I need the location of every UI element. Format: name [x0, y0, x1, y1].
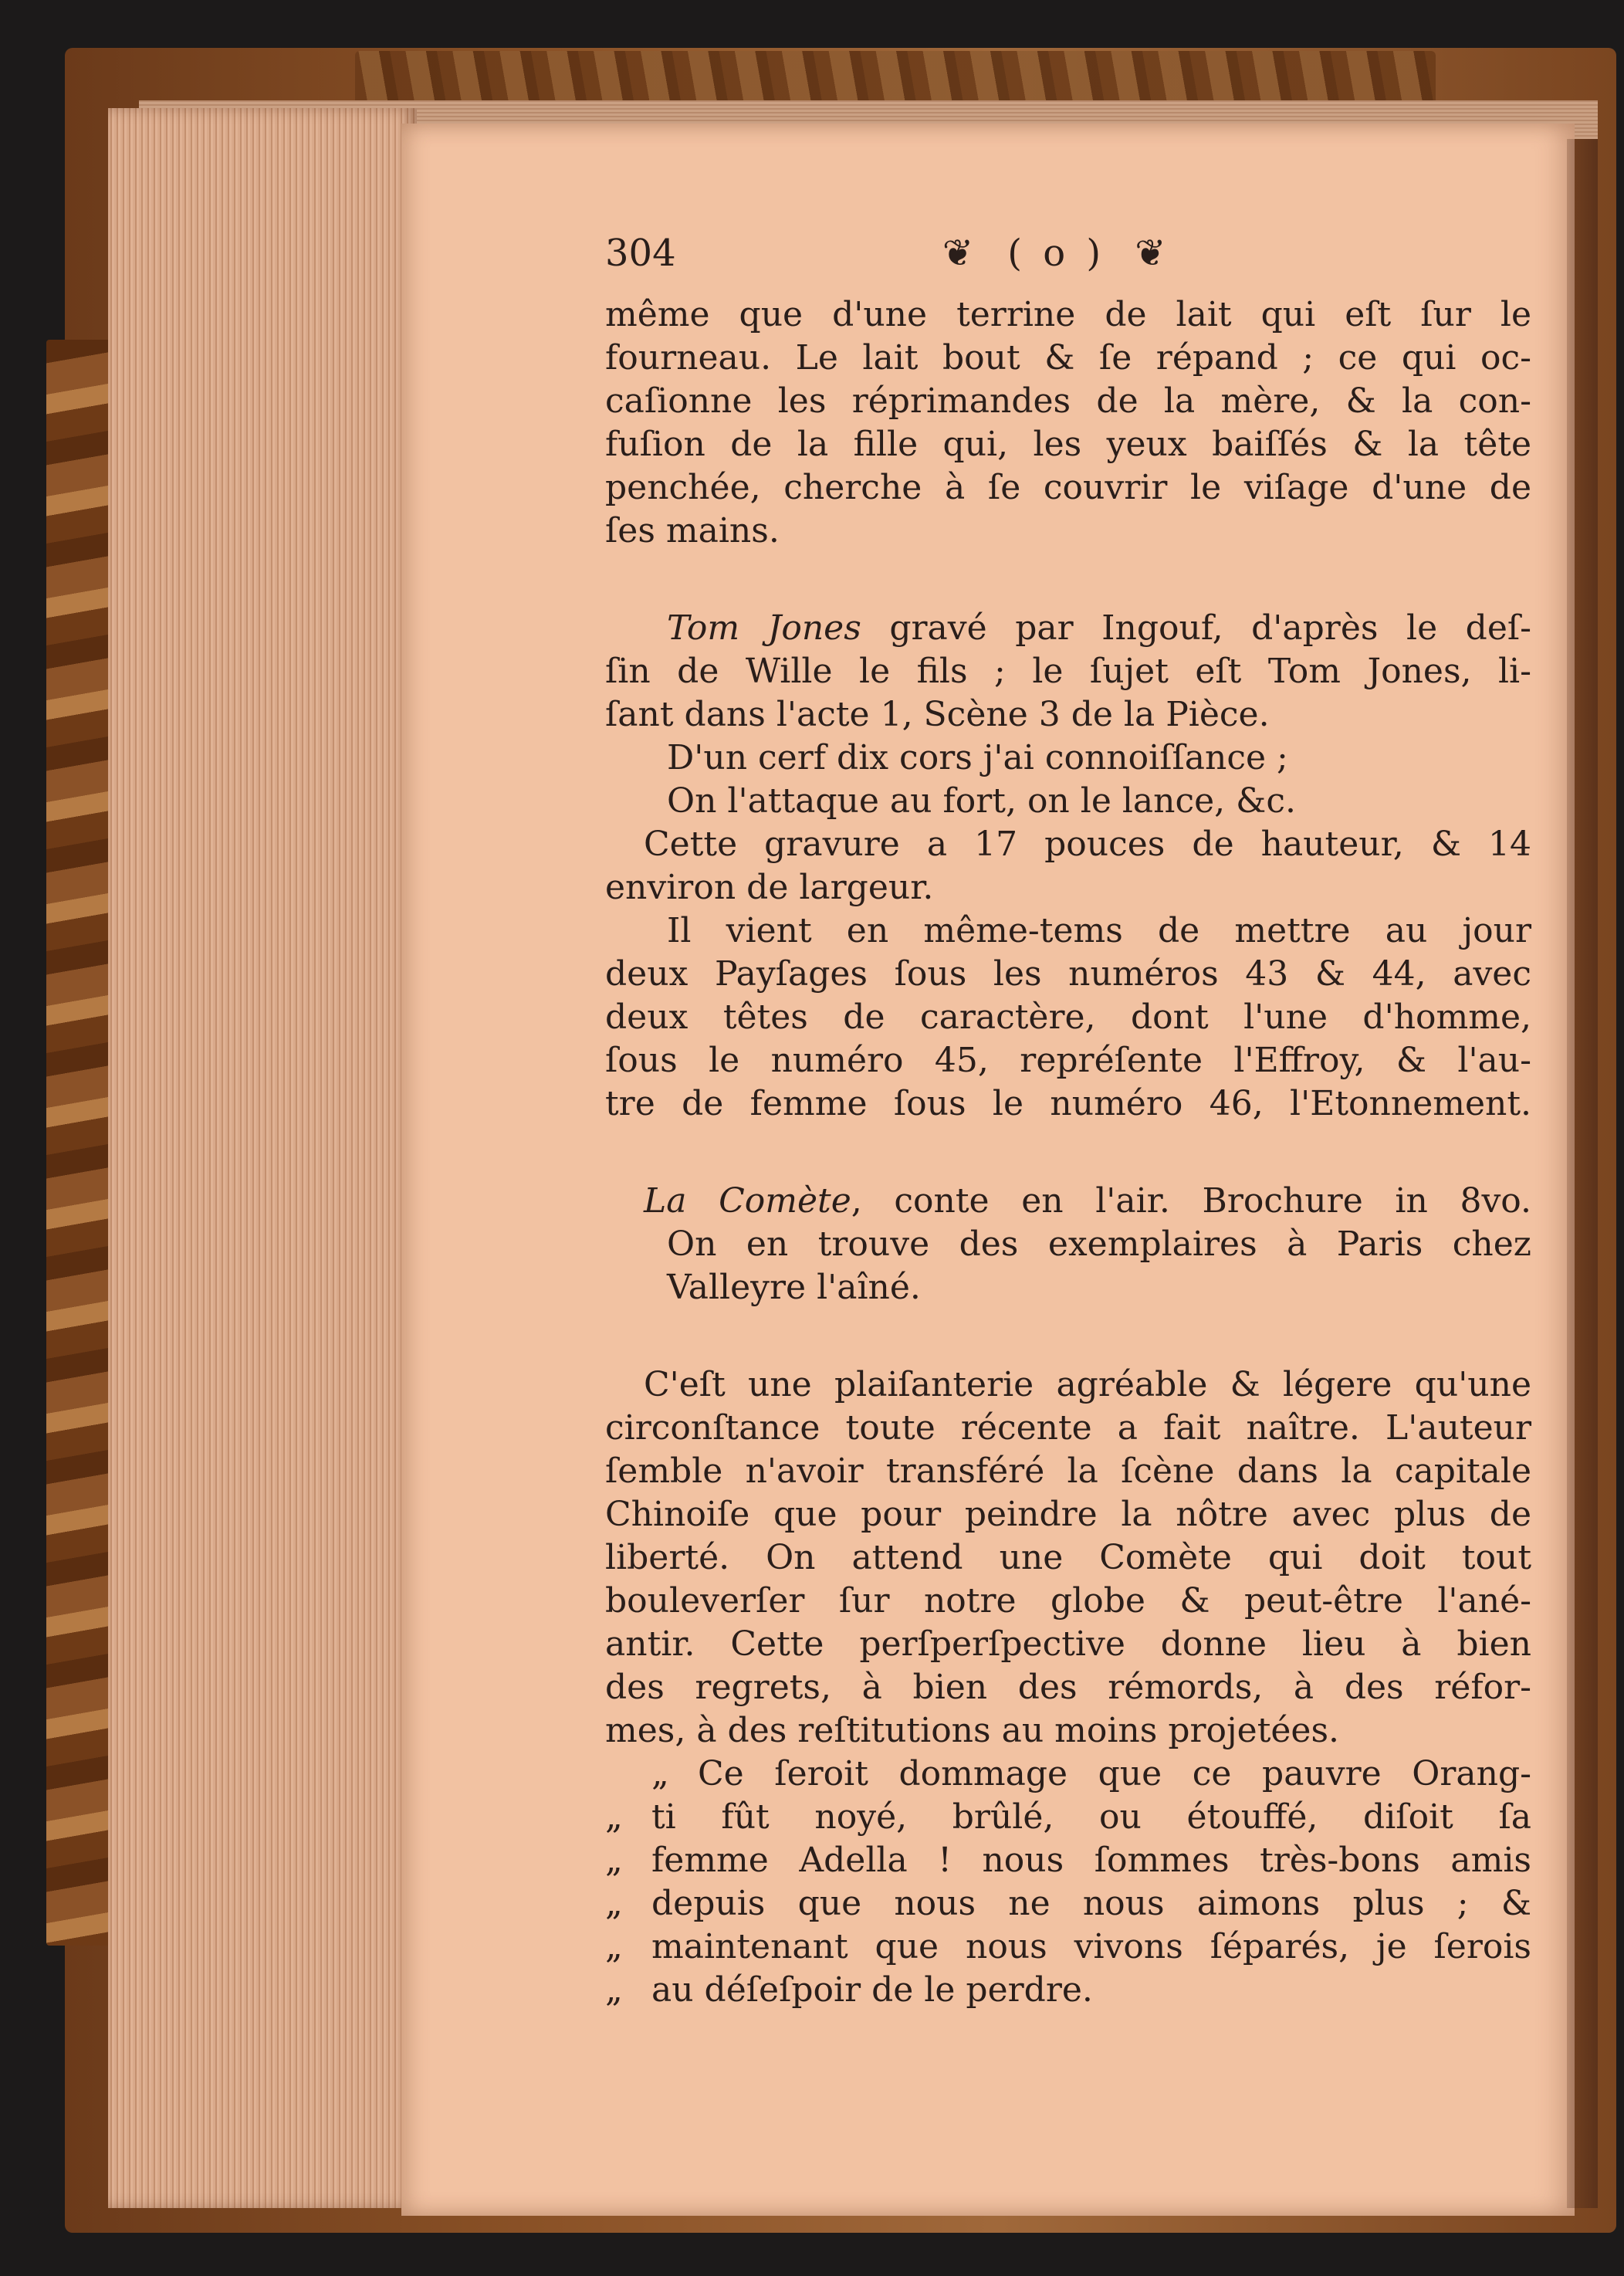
text-line: C'eſt une plaiſanterie agréable & légere qu'une: [644, 1365, 1531, 1404]
text-line: [605, 1180, 1531, 1223]
quote-line: [605, 1882, 1531, 1925]
text-line: bouleverſer ſur notre globe & peut-être l'ané-: [605, 1581, 1531, 1621]
quote-line: [605, 1753, 1531, 1796]
ornament-left-icon: ❦: [942, 232, 979, 275]
paragraph-4: [605, 1363, 1531, 1753]
text-line: fourneau. Le lait bout & ſe répand ; ce qui oc-: [605, 338, 1531, 378]
text-line: [605, 607, 1531, 650]
text-line: fuſion de la fille qui, les yeux baiſſés & la tête: [605, 425, 1531, 464]
text-span: Ce ſeroit dommage que ce pauvre Orang-: [698, 1754, 1531, 1793]
page-header: [605, 232, 1531, 293]
quote-line: [605, 1969, 1531, 2012]
text-line: Chinoiſe que pour peindre la nôtre avec plus de: [605, 1495, 1531, 1534]
text-line: des regrets, à bien des rémords, à des réfor-: [605, 1668, 1531, 1707]
text-line: circonſtance toute récente a fait naître. L'auteur: [605, 1408, 1531, 1448]
paragraph-3: [605, 1180, 1531, 1309]
page-text: [605, 232, 1531, 2012]
ornament-right-icon: ❦: [1135, 232, 1171, 275]
text-line: antir. Cette perſperſpective donne lieu à bien: [605, 1624, 1531, 1664]
text-span: , conte en l'air. Brochure in 8vo.: [851, 1181, 1532, 1221]
paragraph-2: [605, 607, 1531, 1126]
text-span: gravé par Ingouf, d'après le deſ-: [861, 608, 1532, 648]
quote-mark: „: [605, 1927, 623, 1966]
text-line: ſous le numéro 45, repréſente l'Effroy, & l'au-: [605, 1041, 1531, 1080]
quote-mark: „: [605, 1797, 623, 1837]
page-edges-left: [108, 108, 417, 2208]
text-line: deux têtes de caractère, dont l'une d'homme,: [605, 997, 1531, 1037]
text-line: ſemble n'avoir transféré la ſcène dans la capitale: [605, 1451, 1531, 1491]
text-line: ſant dans l'acte 1, Scène 3 de la Pièce.: [605, 695, 1270, 734]
text-line: liberté. On attend une Comète qui doit tout: [605, 1538, 1531, 1577]
text-span: au déſeſpoir de le perdre.: [651, 1970, 1093, 2010]
quote-mark: „: [605, 1884, 623, 1923]
verse-line: D'un cerf dix cors j'ai connoiſſance ;: [667, 738, 1288, 777]
work-title: La Comète: [644, 1181, 851, 1221]
ornament-center: ( o ): [1007, 232, 1106, 275]
text-line: mes, à des reſtitutions au moins projetées.: [605, 1711, 1340, 1750]
text-line: deux Payſages ſous les numéros 43 & 44, avec: [605, 954, 1531, 994]
quote-mark: „: [605, 1841, 623, 1880]
text-span: depuis que nous ne nous aimons plus ; &: [651, 1884, 1531, 1923]
text-line: ſes mains.: [605, 511, 780, 550]
text-line: penchée, cherche à ſe couvrir le viſage d'une de: [605, 468, 1531, 507]
quote-line: [605, 1796, 1531, 1839]
quote-mark: „: [605, 1970, 623, 2010]
work-title: Tom Jones: [667, 608, 861, 648]
quote-line: [605, 1925, 1531, 1969]
verse-line: On l'attaque au fort, on le lance, &c.: [667, 781, 1296, 821]
text-line: ſin de Wille le fils ; le ſujet eſt Tom Jones, li-: [605, 652, 1531, 691]
page-gutter-shadow: [1567, 139, 1598, 2208]
text-line: Valleyre l'aîné.: [667, 1268, 921, 1307]
text-line: même que d'une terrine de lait qui eſt ſur le: [605, 295, 1531, 334]
paragraph-1: [605, 293, 1531, 553]
quote-mark: „: [651, 1754, 669, 1793]
quote-line: [605, 1839, 1531, 1882]
header-ornament: [929, 232, 1183, 275]
text-span: ti fût noyé, brûlé, ou étouffé, diſoit ſa: [651, 1797, 1531, 1837]
quote-block: [605, 1753, 1531, 2012]
text-line: On en trouve des exemplaires à Paris chez: [667, 1224, 1531, 1264]
text-line: Il vient en même-tems de mettre au jour: [667, 911, 1531, 950]
text-line: environ de largeur.: [605, 868, 934, 907]
text-span: maintenant que nous vivons ſéparés, je ſerois: [651, 1927, 1531, 1966]
text-span: femme Adella ! nous ſommes très-bons amis: [651, 1841, 1531, 1880]
page-number: 304: [605, 232, 676, 275]
text-line: Cette gravure a 17 pouces de hauteur, & 14: [644, 825, 1531, 864]
text-line: caſionne les réprimandes de la mère, & la con-: [605, 381, 1531, 421]
text-line: tre de femme ſous le numéro 46, l'Etonnement.: [605, 1084, 1531, 1123]
